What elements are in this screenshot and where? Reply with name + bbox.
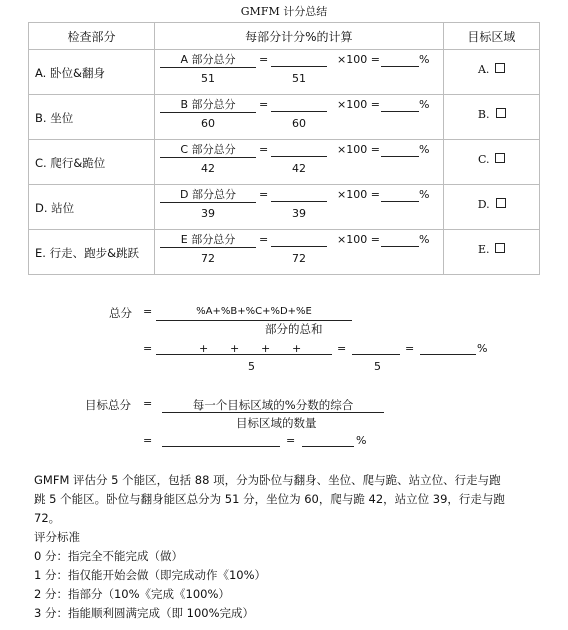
criteria-item: 1 分：指仅能开始会做（即完成动作《10%）: [34, 568, 267, 582]
plus-sign: +: [230, 342, 240, 355]
numerator-label: E 部分总分: [160, 233, 256, 248]
goal-equals-sign-2: =: [143, 434, 153, 447]
plus-sign: +: [292, 342, 302, 355]
description-line-2: 跳 5 个能区。卧位与翻身能区总分为 51 分，坐位为 60，爬与跪 42，站立位 39，行走与跑: [34, 492, 505, 506]
total-percent-sign: %: [477, 342, 488, 355]
target-checkbox[interactable]: [496, 198, 506, 208]
target-option: [444, 108, 540, 121]
percent-sign: %: [419, 53, 430, 66]
target-label: D.: [477, 198, 490, 211]
denominator-value: 39: [201, 207, 216, 220]
equals-sign: =: [259, 233, 269, 246]
numerator-label: B 部分总分: [160, 98, 256, 113]
goal-fraction-bar: [162, 412, 384, 413]
criteria-item: 2 分：指部分（10%《完成《100%）: [34, 587, 230, 601]
total-denominator: 部分的总和: [265, 322, 323, 336]
times-100-label: ×100 =: [337, 188, 380, 201]
denominator-value: 60: [201, 117, 216, 130]
target-label: B.: [477, 108, 490, 121]
target-checkbox[interactable]: [495, 243, 505, 253]
table-row: [29, 230, 540, 275]
goal-equals-sign: =: [143, 397, 153, 410]
total-equals-sign-3: =: [337, 342, 347, 355]
table-header-row: [29, 23, 540, 50]
criteria-item: 3 分：指能顺利圆满完成（即 100%完成）: [34, 606, 255, 620]
header-calculation: 每部分计分%的计算: [155, 23, 444, 50]
plus-sign: +: [199, 342, 209, 355]
table-row: [29, 50, 540, 95]
goal-score-label: 目标总分: [85, 398, 131, 412]
domain-label: C. 爬行&跪位: [35, 156, 106, 170]
goal-sum-blank[interactable]: [162, 446, 280, 447]
percent-blank[interactable]: [381, 66, 419, 67]
divisor-five-2: 5: [374, 360, 381, 373]
page-title: GMFM 计分总结: [240, 5, 328, 18]
calculation-cell: [155, 50, 444, 95]
target-option: [444, 243, 540, 256]
total-sum-blank[interactable]: [156, 354, 332, 355]
calculation-cell: [155, 230, 444, 275]
total-equals-sign-4: =: [405, 342, 415, 355]
numerator-label: D 部分总分: [160, 188, 256, 203]
denominator-value-2: 39: [292, 207, 307, 220]
total-equals-sign: =: [143, 305, 153, 318]
criteria-title: 评分标准: [34, 530, 80, 544]
percent-sign: %: [419, 233, 430, 246]
denominator-value-2: 72: [292, 252, 307, 265]
percent-blank[interactable]: [381, 111, 419, 112]
calculation-cell: [155, 95, 444, 140]
table-row: [29, 140, 540, 185]
percent-blank[interactable]: [381, 201, 419, 202]
percent-blank[interactable]: [381, 246, 419, 247]
times-100-label: ×100 =: [337, 233, 380, 246]
equals-sign: =: [259, 143, 269, 156]
domain-label: A. 卧位&翻身: [35, 66, 105, 80]
target-checkbox[interactable]: [495, 63, 505, 73]
criteria-item: 0 分：指完全不能完成（做）: [34, 549, 183, 563]
goal-percent-blank[interactable]: [302, 446, 354, 447]
description-line-3: 72。: [34, 511, 61, 525]
denominator-value-2: 51: [292, 72, 307, 85]
score-summary-table: [28, 22, 540, 275]
score-blank[interactable]: [271, 111, 327, 112]
plus-sign: +: [261, 342, 271, 355]
total-quotient-blank[interactable]: [352, 354, 400, 355]
equals-sign: =: [259, 98, 269, 111]
score-blank[interactable]: [271, 156, 327, 157]
target-checkbox[interactable]: [496, 108, 506, 118]
total-fraction-bar: [156, 320, 352, 321]
goal-numerator: 每一个目标区域的%分数的综合: [192, 398, 354, 412]
total-percent-blank[interactable]: [420, 354, 476, 355]
numerator-label: A 部分总分: [160, 53, 256, 68]
header-domain: 检查部分: [29, 23, 155, 50]
denominator-value-2: 42: [292, 162, 307, 175]
calculation-cell: [155, 140, 444, 185]
table-row: [29, 185, 540, 230]
percent-sign: %: [419, 188, 430, 201]
times-100-label: ×100 =: [337, 53, 380, 66]
times-100-label: ×100 =: [337, 98, 380, 111]
denominator-value: 51: [201, 72, 216, 85]
score-blank[interactable]: [271, 66, 327, 67]
score-blank[interactable]: [271, 246, 327, 247]
total-equals-sign-2: =: [143, 342, 153, 355]
total-score-label: 总分: [109, 306, 132, 320]
percent-sign: %: [419, 98, 430, 111]
percent-blank[interactable]: [381, 156, 419, 157]
equals-sign: =: [259, 53, 269, 66]
target-label: A.: [477, 63, 490, 76]
numerator-label: C 部分总分: [160, 143, 256, 158]
calculation-cell: [155, 185, 444, 230]
percent-sign: %: [419, 143, 430, 156]
domain-label: B. 坐位: [35, 111, 74, 125]
goal-equals-sign-3: =: [286, 434, 296, 447]
score-blank[interactable]: [271, 201, 327, 202]
divisor-five: 5: [248, 360, 255, 373]
target-option: [444, 153, 540, 166]
goal-denominator: 目标区域的数量: [236, 416, 317, 430]
total-numerator: %A+%B+%C+%D+%E: [196, 306, 312, 317]
header-target: 目标区域: [443, 23, 539, 50]
equals-sign: =: [259, 188, 269, 201]
denominator-value-2: 60: [292, 117, 307, 130]
target-option: [444, 63, 540, 76]
domain-label: D. 站位: [35, 201, 75, 215]
target-label: E.: [477, 243, 490, 256]
times-100-label: ×100 =: [337, 143, 380, 156]
goal-percent-sign: %: [356, 434, 367, 447]
domain-label: E. 行走、跑步&跳跃: [35, 246, 140, 260]
denominator-value: 42: [201, 162, 216, 175]
description-line-1: GMFM 评估分 5 个能区，包括 88 项，分为卧位与翻身、坐位、爬与跪、站立位、行走与跑: [34, 473, 501, 487]
table-row: [29, 95, 540, 140]
target-label: C.: [477, 153, 490, 166]
target-checkbox[interactable]: [495, 153, 505, 163]
denominator-value: 72: [201, 252, 216, 265]
target-option: [444, 198, 540, 211]
